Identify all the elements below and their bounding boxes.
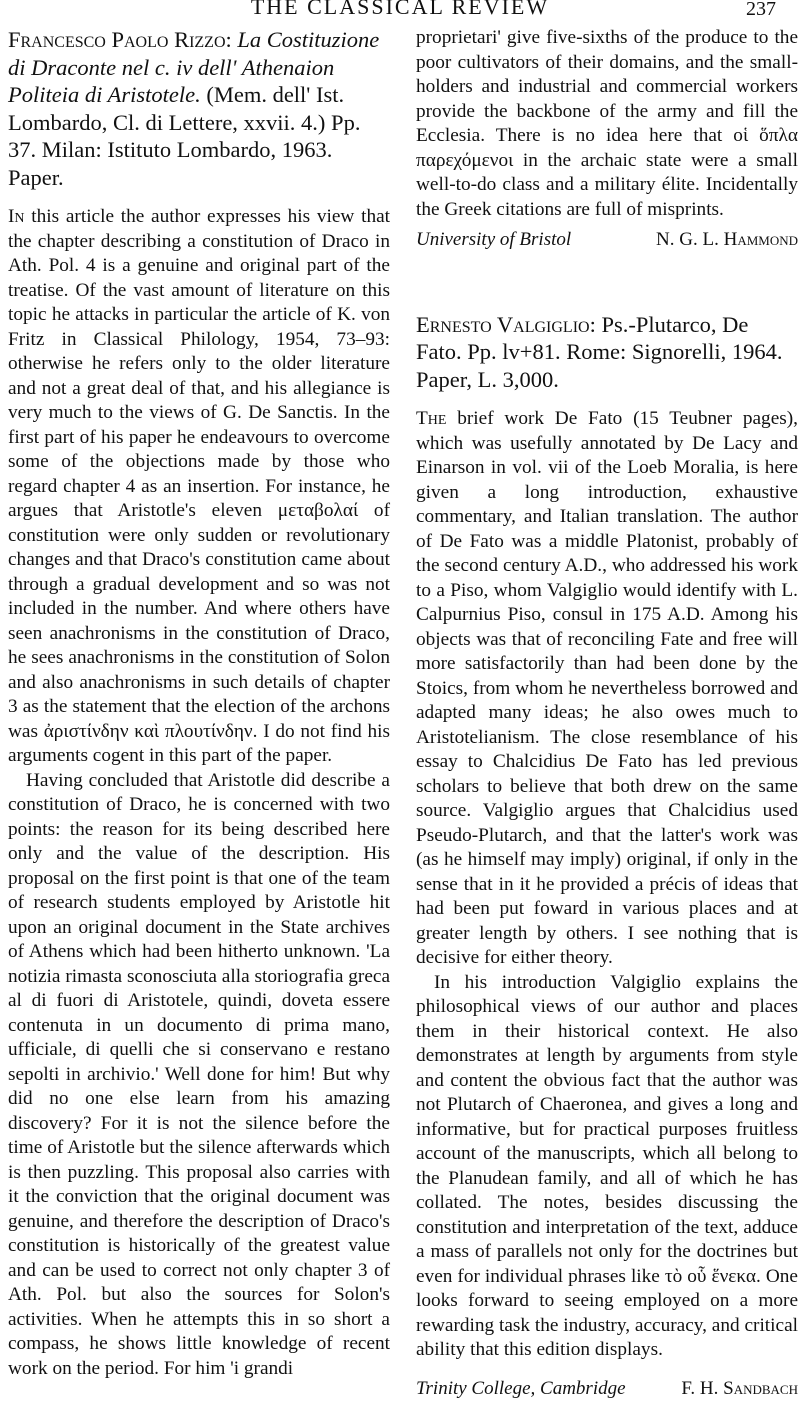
review1-details: (Mem. dell' Ist. Lombardo, Cl. di Lettere, xxvii. 4.) Pp. 37. Milan: Istituto Lombardo, 1963. Paper. bbox=[8, 82, 360, 190]
review2-reviewer: F. H. Sandbach bbox=[681, 1377, 798, 1401]
review2-paragraph-2: In his introduction Valgiglio explains the philosophical views of our author and places them in their historical context. He also demonstrates at length by arguments from style and content the obvious fact that the author was not Plutarch of Chaeronea, and gives a long and informative, but for practical purposes fruitless account of the manuscripts, which all belong to the Planudean family, and all of which he has collated. The notes, besides discussing the constitution and interpretation of the text, adduce a mass of parallels not only for the doctrines but even for individual phrases like τὸ οὗ ἕνεκα. One looks forward to seeing employed on a more rewarding task the industry, accuracy, and critical ability that this edition displays. bbox=[416, 971, 798, 1363]
review2-paragraph-1 bbox=[416, 407, 798, 971]
page-header bbox=[0, 0, 800, 22]
review2-signature bbox=[416, 1377, 798, 1401]
left-column bbox=[8, 26, 390, 1381]
review1-author: Francesco Paolo Rizzo: bbox=[8, 27, 232, 52]
page-number: 237 bbox=[746, 0, 776, 21]
review1-reviewer: N. G. L. Hammond bbox=[656, 228, 798, 253]
review2-author: Ernesto Valgiglio: bbox=[416, 312, 596, 337]
review1-title: La Costituzione di Draconte nel c. iv dell' Athenaion Politeia di Aristotele. bbox=[8, 27, 379, 107]
review1-affiliation: University of Bristol bbox=[416, 228, 571, 253]
review1-lead-word: In bbox=[8, 206, 25, 227]
running-title: THE CLASSICAL REVIEW bbox=[0, 0, 800, 20]
right-column bbox=[416, 26, 798, 1401]
review2-affiliation: Trinity College, Cambridge bbox=[416, 1377, 626, 1401]
review2-lead-word: The bbox=[416, 408, 446, 429]
review2-heading bbox=[416, 311, 798, 394]
review1-paragraph-1-text: this article the author expresses his view that the chapter describing a constitution of Draco in Ath. Pol. 4 is a genuine and original part of the treatise. Of the vast amount of literature on this topic he attacks in particular the article of K. von Fritz in Classical Philology, 1954, 73–93: otherwise he refers only to the older literature and not a great deal of that, and his allegiance is very much to the views of G. De Sanctis. In the first part of his paper he endeavours to overcome some of the objections made by those who regard chapter 4 as an insertion. For instance, he argues that Aristotle's eleven μεταβολαί of constitution were only sudden or revolutionary changes and that Draco's constitution came about through a gradual development and so was not included in the number. And where others have seen anachronisms in the constitution of Draco, he sees anachronisms in the constitution of Solon and also anachronisms in such details of chapter 3 as the statement that the election of the archons was ἀριστίνδην καὶ πλουτίνδην. I do not find his arguments cogent in this part of the paper. bbox=[8, 206, 390, 766]
review1-paragraph-2: Having concluded that Aristotle did describe a constitution of Draco, he is concerned with two points: the reason for its being described here only and the value of the description. His proposal on the first point is that one of the team of research students employed by Aristotle hit upon an original document in the State archives of Athens which had been hitherto unknown. 'La notizia rimasta sconosciuta alla storiografia greca al di fuori di Aristotele, quindi, doveta essere contenuta in un documento di prima mano, ufficiale, di quelli che si conservano e restano sepolti in archivio.' Well done for him! But why did no one else learn from his amazing discovery? For it is not the silence before the time of Aristotle but the silence afterwards which is then puzzling. This proposal also carries with it the conviction that the original document was genuine, and therefore the description of Draco's constitution is historically of the greatest value and can be used to correct not only chapter 3 of Ath. Pol. but also the sources for Solon's activities. When he attempts this in so short a compass, he shows little knowledge of recent work on the period. For him 'i grandi bbox=[8, 769, 390, 1382]
review1-paragraph-1 bbox=[8, 205, 390, 769]
review1-heading bbox=[8, 26, 390, 191]
review1-paragraph-2-continued: proprietari' give five-sixths of the produce to the poor cultivators of their domains, and the small-holders and industrial and commercial workers provide the backbone of the army and fill the Ecclesia. There is no idea here that οἱ ὅπλα παρεχόμενοι in the archaic state were a small well-to-do class and a military élite. Incidentally the Greek citations are full of misprints. bbox=[416, 26, 798, 222]
review1-signature bbox=[416, 228, 798, 253]
review2-paragraph-1-text: brief work De Fato (15 Teubner pages), which was usefully annotated by De Lacy and Einarson in vol. vii of the Loeb Moralia, is here given a long introduction, exhaustive commentary, and Italian translation. The author of De Fato was a middle Platonist, probably of the second century A.D., who addressed his work to a Piso, whom Valgiglio would identify with L. Calpurnius Piso, consul in 175 A.D. Among his objects was that of reconciling Fate and free will more satisfactorily than had been done by the Stoics, from whom he nevertheless borrowed and adapted many ideas; he also owes much to Aristotelianism. The close resemblance of his essay to Chalcidius De Fato has led previous scholars to believe that both drew on the same source. Valgiglio argues that Chalcidius used Pseudo-Plutarch, and that the latter's work was (as he himself may imply) original, if only in the sense that in it he provided a précis of ideas that had been put foward in various places and at greater length by others. I see nothing that is decisive for either theory. bbox=[416, 408, 798, 968]
review2-title-details: Ps.-Plutarco, De Fato. Pp. lv+81. Rome: Signorelli, 1964. Paper, L. 3,000. bbox=[416, 312, 782, 392]
